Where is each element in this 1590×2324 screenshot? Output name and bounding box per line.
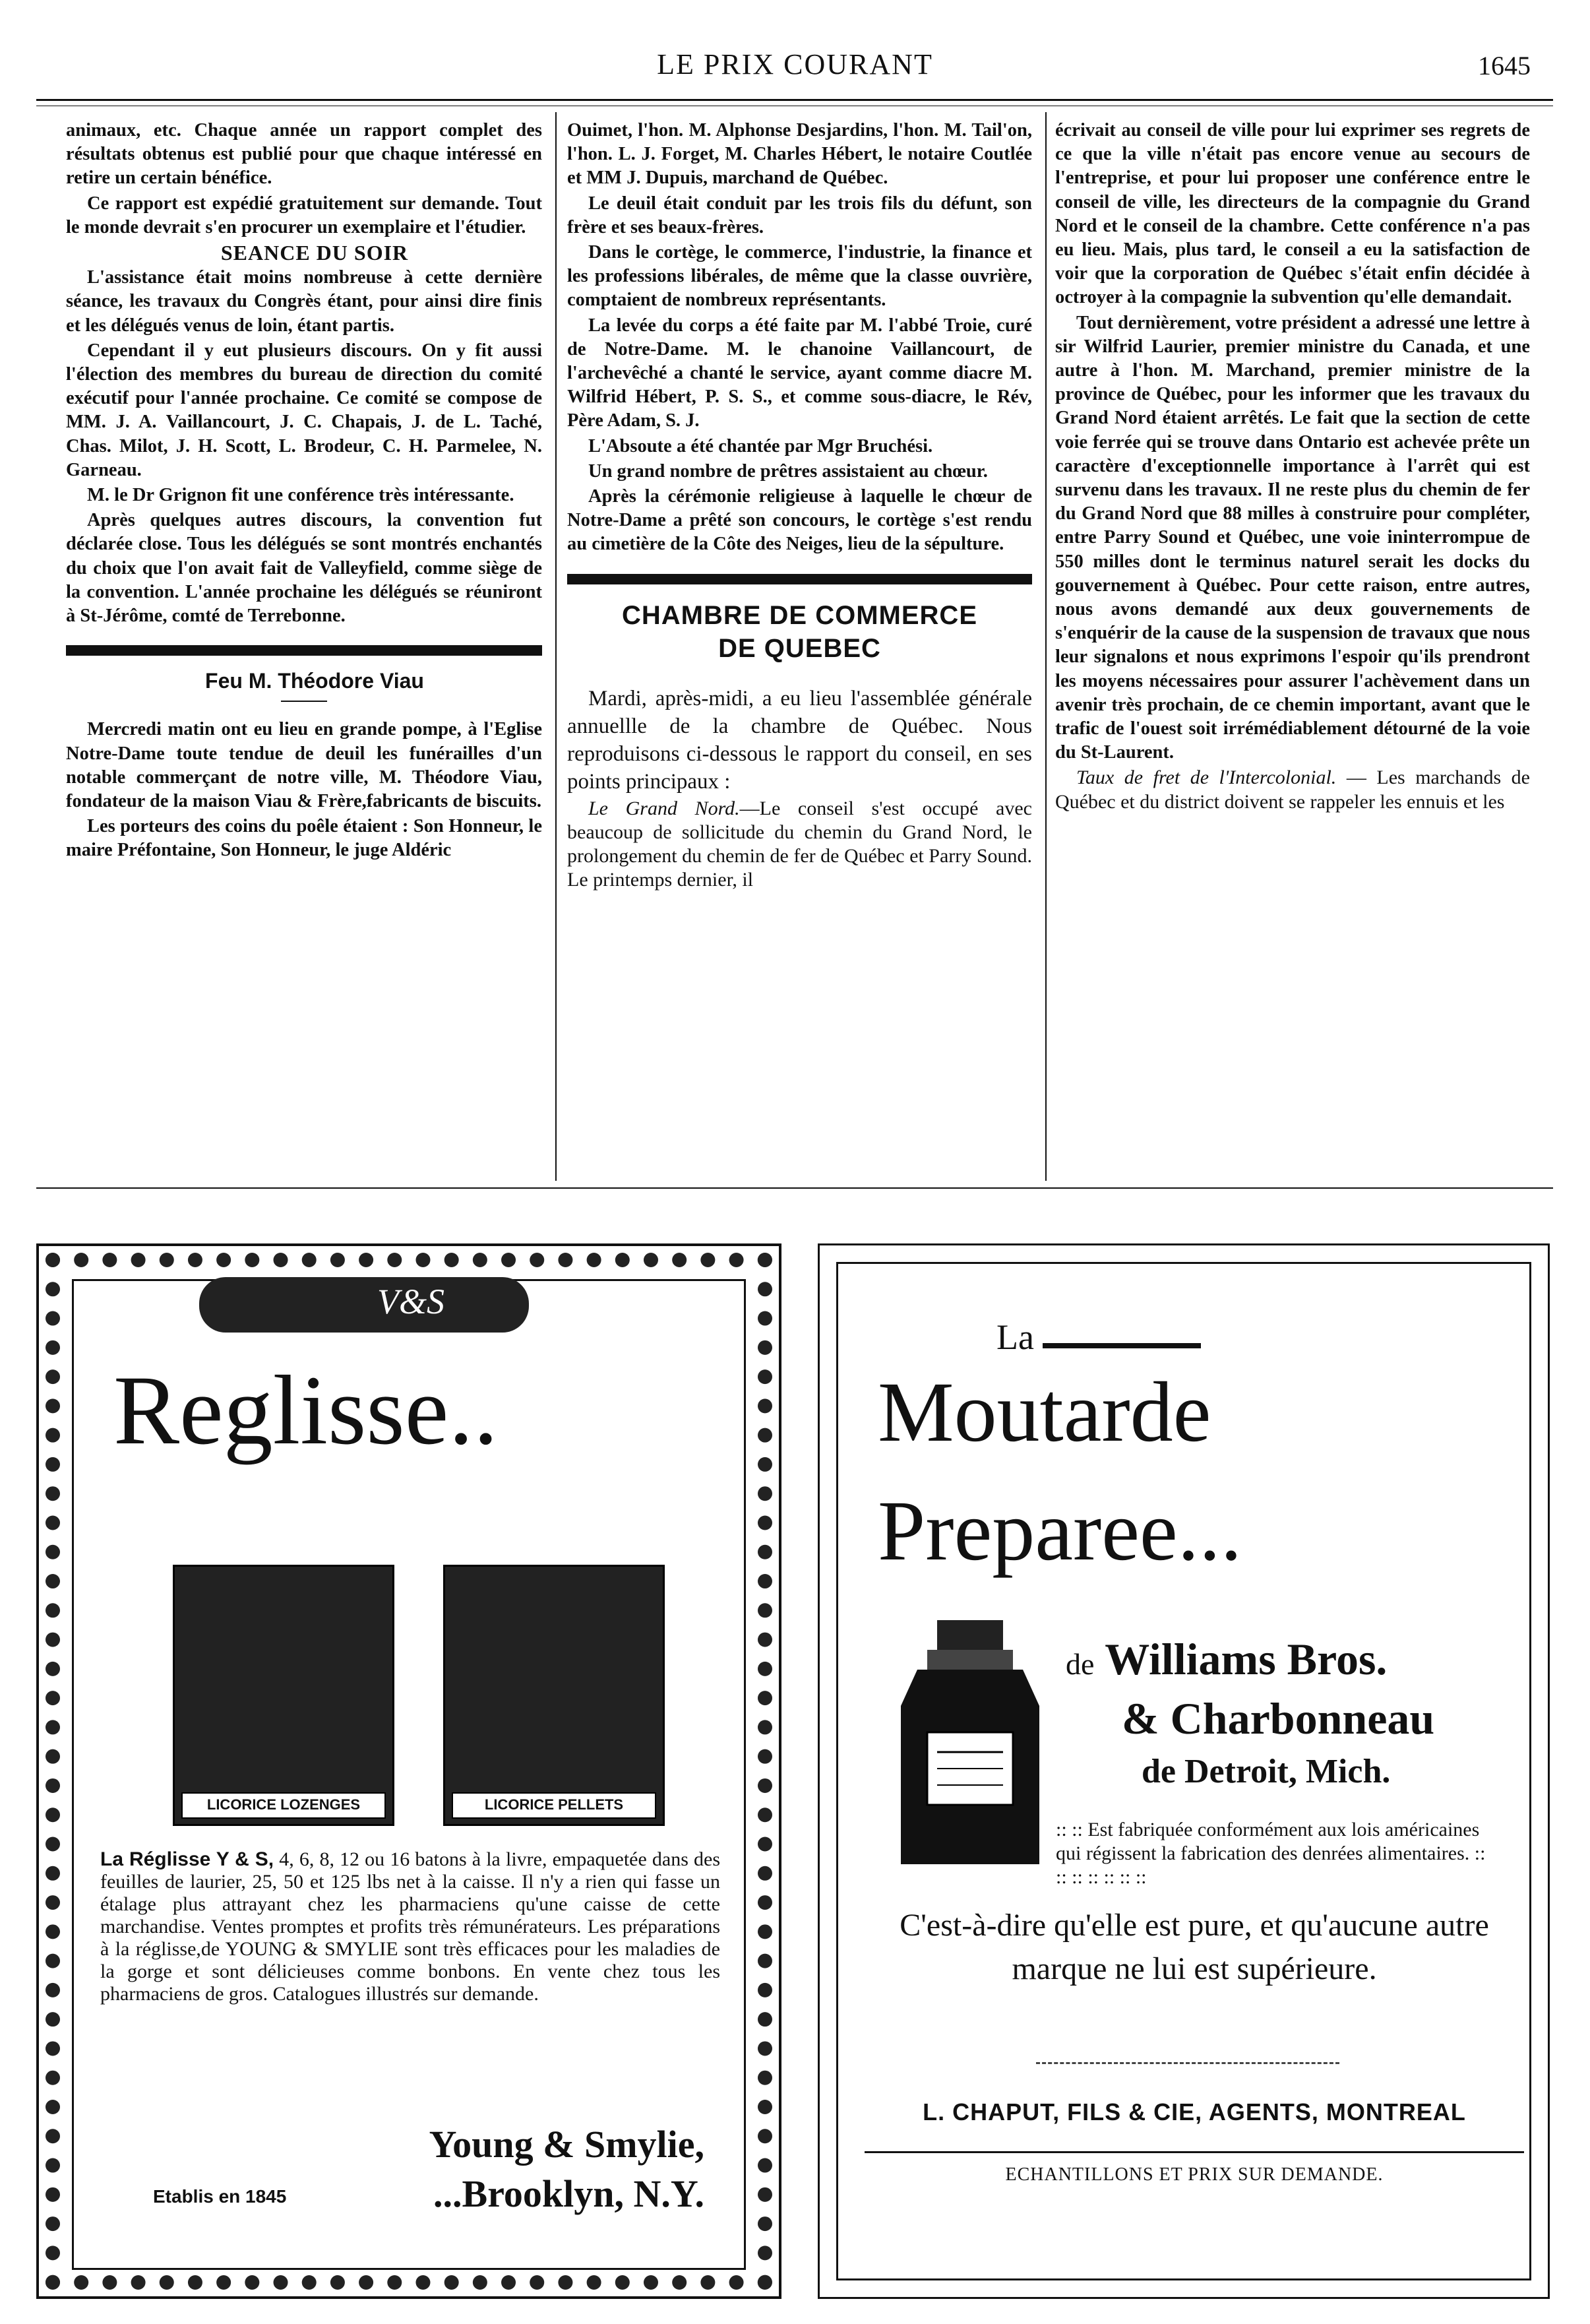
vs-logo-text: V&S — [377, 1282, 444, 1321]
preparee-title: Preparee... — [878, 1484, 1242, 1579]
de-word: de — [1066, 1647, 1095, 1681]
moutarde-ad-inner — [836, 1262, 1531, 2280]
reglisse-description — [100, 1848, 720, 2005]
col1-paragraph: L'assistance était moins nombreuse à cette dernière séance, les travaux du Congrès étant, pour ainsi dire finis et les délégués venus de loin, étant partis. — [66, 267, 542, 336]
page-number: 1645 — [1478, 51, 1531, 80]
tin-label: LICORICE LOZENGES — [181, 1792, 386, 1819]
col2-paragraph: L'Absoute a été chantée par Mgr Bruchési. — [588, 435, 933, 456]
col2-paragraph: Le deuil était conduit par les trois fils du défunt, son frère et ses beaux-frères. — [567, 193, 1032, 237]
dashed-rule — [1036, 2062, 1339, 2064]
licorice-tin-icon — [173, 1565, 394, 1826]
fabrication-note: :: :: Est fabriquée conformément aux lois américaines qui régissent la fabrication des denrées alimentaires. :: :: :: :: :: :: :: — [1056, 1819, 1486, 1888]
section-divider-bar — [66, 645, 542, 656]
col2-paragraph: La levée du corps a été faite par M. l'abbé Troie, curé de Notre-Dame. M. le chanoine Vaillancourt, de l'archevêché a chanté le service, ayant comme diacre M. Wilfrid Hébert, P. S. S., et comme sous-diacre, le Rév, Père Adam, S. J. — [567, 315, 1032, 431]
moutarde-advertisement — [818, 1243, 1550, 2299]
established-date: Etablis en 1845 — [153, 2186, 287, 2207]
brooklyn-location: ...Brooklyn, N.Y. — [433, 2172, 704, 2215]
mustard-jar-icon — [891, 1620, 1049, 1871]
reglisse-body: 4, 6, 8, 12 ou 16 batons à la livre, empaquetée dans des feuilles de laurier, 25, 50 et 125 lbs net à la caisse. Il n'y a rien qui fasse un étalage plus attrayant chez les pharmaciens qu'une caisse de cette marchandise. Ventes promptes et profits très rémunérateurs. Les préparations à la réglisse,de YOUNG & SMYLIE sont très efficaces pour les maladies de la gorge et sont délicieuses comme bonbons. En vente chez tous les pharmaciens de gros. Catalogues illustrés sur demande. — [100, 1848, 721, 2005]
col2-paragraph: Mardi, après-midi, a eu lieu l'assemblée générale annuellle de la chambre de Québec. Nous reproduisons ci-dessous le rapport du conseil, en ses points principaux : — [567, 686, 1032, 794]
section-divider-bar — [567, 574, 1032, 584]
vs-logo-banner — [199, 1277, 529, 1333]
col3-paragraph: écrivait au conseil de ville pour lui exprimer ses regrets de ce que la ville n'était pas encore venue au secours de l'entreprise, et pour lui proposer une conférence entre le conseil de ville, les directeurs de la compagnie du Grand Nord et le conseil de la chambre. Cette conférence n'a pas eu lieu. Mais, plus tard, le conseil a eu la satisfaction de voir que la corporation de Québec s'était enfin décidée à octroyer à la compagnie la subvention qu'elle demandait. — [1055, 120, 1530, 308]
col2-paragraph: —Le conseil s'est occupé avec beaucoup de sollicitude du chemin du Grand Nord, le prolongement du chemin de fer de Québec et Parry Sound. Le printemps dernier, il — [567, 797, 1032, 891]
feu-theodore-viau-heading: Feu M. Théodore Viau — [205, 669, 424, 693]
columns-bottom-rule — [36, 1187, 1553, 1189]
chambre-heading-line1: CHAMBRE DE COMMERCE — [622, 600, 977, 630]
column-2 — [567, 119, 1032, 893]
column-1 — [66, 119, 542, 864]
short-rule — [281, 701, 327, 702]
la-underline — [1043, 1343, 1201, 1348]
chambre-heading-line2: DE QUEBEC — [718, 633, 881, 663]
col2-paragraph: Un grand nombre de prêtres assistaient au chœur. — [588, 460, 988, 482]
tin-label: LICORICE PELLETS — [452, 1792, 656, 1819]
agents-rule — [865, 2151, 1524, 2153]
maker-williams: Williams Bros. — [1105, 1634, 1388, 1684]
la-word: La — [996, 1317, 1034, 1357]
grand-nord-label: Le Grand Nord. — [588, 797, 740, 819]
col1-paragraph: animaux, etc. Chaque année un rapport complet des résultats obtenus est publié pour que chaque intéressé en retire un certain bénéfice. — [66, 120, 542, 189]
header-rule — [36, 99, 1553, 101]
col3-paragraph: — Les marchands de Québec et du district doivent se rappeler les ennuis et les — [1055, 767, 1530, 813]
column-divider-1 — [555, 112, 557, 1181]
taux-de-fret-label: Taux de fret de l'Intercolonial. — [1076, 767, 1337, 789]
page-header-title: LE PRIX COURANT — [657, 48, 933, 80]
col2-paragraph: Dans le cortège, le commerce, l'industrie, la finance et les professions libérales, de même que la classe ouvrière, comptaient de nombreux représentants. — [567, 242, 1032, 311]
maker-charbonneau: & Charbonneau — [1122, 1693, 1435, 1743]
column-divider-2 — [1045, 112, 1047, 1181]
col1-paragraph: Mercredi matin ont eu lieu en grande pompe, à l'Eglise Notre-Dame toute tendue de deuil les funérailles d'un notable commerçant de notre ville, M. Théodore Viau, fondateur de la maison Viau & Frère,fabricants de biscuits. — [66, 719, 542, 812]
maker-city: de Detroit, Mich. — [1142, 1753, 1391, 1790]
chambre-de-commerce-heading — [567, 599, 1032, 665]
reglisse-lead: La Réglisse Y & S, — [100, 1848, 274, 1870]
purity-statement: C'est-à-dire qu'elle est pure, et qu'aucune autre marque ne lui est supérieure. — [900, 1908, 1489, 1986]
col2-paragraph: Après la cérémonie religieuse à laquelle le chœur de Notre-Dame a prêté son concours, le cortège s'est rendu au cimetière de la Côte des Neiges, lieu de la sépulture. — [567, 486, 1032, 555]
col1-paragraph: Ce rapport est expédié gratuitement sur demande. Tout le monde devrait s'en procurer un exemplaire et l'étudier. — [66, 193, 542, 237]
col3-paragraph: Tout dernièrement, votre président a adressé une lettre à sir Wilfrid Laurier, premier ministre du Canada, et une autre à l'hon. M. Marchand, premier ministre de la province de Québec, pour les informer que les travaux du Grand Nord étaient arrêtés. Le fait que la section de cette voie ferrée qui se trouve dans Ontario est achevée prête un caractère d'exceptionnelle importance à l'arrêt qui est survenu dans les travaux. Il ne reste plus du chemin de fer du Grand Nord que 88 milles à construire pour compléter, entre Parry Sound et Québec, une voie ininterrompue de 550 milles dont le terminus naturel serait les docks du gouvernement à Québec. Pour cette raison, entre autres, nous avons demandé aux deux gouvernements de s'enquérir de la cause de la suspension de travaux que nous leur signalons et nous exprimons l'espoir qu'ils prendront les moyens nécessaires pour assurer l'achèvement dans un avenir très prochain, de ce chemin important, avant que le trafic de l'ouest soit irrémédiablement détourné de la voie du St-Laurent. — [1055, 312, 1531, 763]
licorice-tin-icon — [443, 1565, 665, 1826]
moutarde-title: Moutarde — [878, 1365, 1211, 1460]
col1-paragraph: Après quelques autres discours, la convention fut déclarée close. Tous les délégués se sont montrés enchantés du choix que l'on avait fait de Valleyfield, comme siège de la convention. L'année prochaine les délégués se réuniront à St-Jérôme, comté de Terrebonne. — [66, 510, 542, 627]
young-smylie-signature: Young & Smylie, — [429, 2123, 704, 2166]
seance-du-soir-heading: SEANCE DU SOIR — [220, 241, 409, 265]
samples-line: ECHANTILLONS ET PRIX SUR DEMANDE. — [1005, 2164, 1384, 2185]
col1-paragraph: Les porteurs des coins du poêle étaient : Son Honneur, le maire Préfontaine, Son Honneur, le juge Aldéric — [66, 816, 542, 861]
column-3 — [1055, 119, 1530, 815]
reglisse-advertisement — [36, 1243, 781, 2299]
reglisse-title: Reglisse.. — [113, 1356, 499, 1465]
col2-paragraph: Ouimet, l'hon. M. Alphonse Desjardins, l'hon. M. Tail'on, l'hon. L. J. Forget, M. Charles Hébert, le notaire Coutlée et MM J. Dupuis, marchand de Québec. — [567, 120, 1032, 189]
col1-paragraph: M. le Dr Grignon fit une conférence très intéressante. — [87, 485, 514, 506]
col1-paragraph: Cependant il y eut plusieurs discours. On y fit aussi l'élection des membres du bureau de direction du comité exécutif pour l'année prochaine. Ce comité se compose de MM. J. A. Vaillancourt, J. C. Chapais, J. de L. Taché, Chas. Milot, J. H. Scott, L. Brodeur, C. H. Parmelee, N. Garneau. — [66, 340, 542, 480]
agents-line: L. CHAPUT, FILS & CIE, AGENTS, MONTREAL — [923, 2098, 1466, 2125]
reglisse-ad-inner — [72, 1279, 746, 2270]
